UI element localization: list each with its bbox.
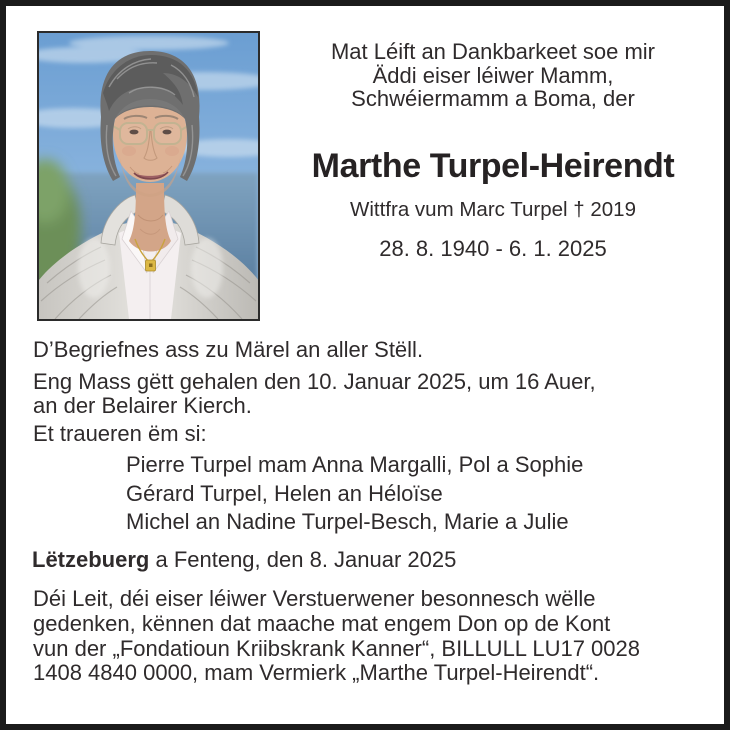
- portrait-illustration: [39, 33, 258, 319]
- life-dates: 28. 8. 1940 - 6. 1. 2025: [379, 236, 607, 261]
- donation-line: vun der „Fondatioun Kriibskrank Kanner“, BILLULL LU17 0028: [33, 635, 640, 661]
- mass-line: Eng Mass gëtt gehalen den 10. Januar 2025, um 16 Auer,: [33, 369, 596, 394]
- intro-text: [262, 40, 724, 111]
- mass-info: [33, 370, 596, 417]
- donation-paragraph: [33, 587, 640, 686]
- place-date-rest: a Fenteng, den 8. Januar 2025: [149, 547, 457, 572]
- mourners-list: [126, 451, 583, 537]
- place-date-line: [32, 547, 456, 573]
- mourner-line: Gérard Turpel, Helen an Héloïse: [126, 480, 443, 506]
- intro-line: Mat Léift an Dankbarkeet soe mir: [330, 39, 656, 64]
- mourning-intro: Et traueren ëm si:: [33, 421, 207, 446]
- intro-line: Schwéiermamm a Boma, der: [351, 86, 635, 111]
- place-name: Lëtzebuerg: [32, 547, 150, 572]
- donation-line: Déi Leit, déi eiser léiwer Verstuerwener besonnesch wëlle: [33, 586, 596, 611]
- burial-line: D’Begriefnes ass zu Märel an aller Stëll.: [33, 337, 424, 362]
- widow-line: Wittfra vum Marc Turpel † 2019: [350, 198, 636, 221]
- donation-line: gedenken, kënnen dat maache mat engem Don op de Kont: [33, 610, 611, 636]
- intro-line: Äddi eiser léiwer Mamm,: [372, 62, 614, 88]
- deceased-name: Marthe Turpel-Heirendt: [311, 147, 675, 185]
- donation-line: 1408 4840 0000, mam Vermierk „Marthe Turpel-Heirendt“.: [33, 660, 600, 686]
- portrait-photo: [37, 31, 260, 321]
- mass-line: an der Belairer Kierch.: [33, 392, 252, 418]
- mourner-line: Pierre Turpel mam Anna Margalli, Pol a Sophie: [126, 452, 584, 477]
- mourner-line: Michel an Nadine Turpel-Besch, Marie a Julie: [126, 509, 569, 534]
